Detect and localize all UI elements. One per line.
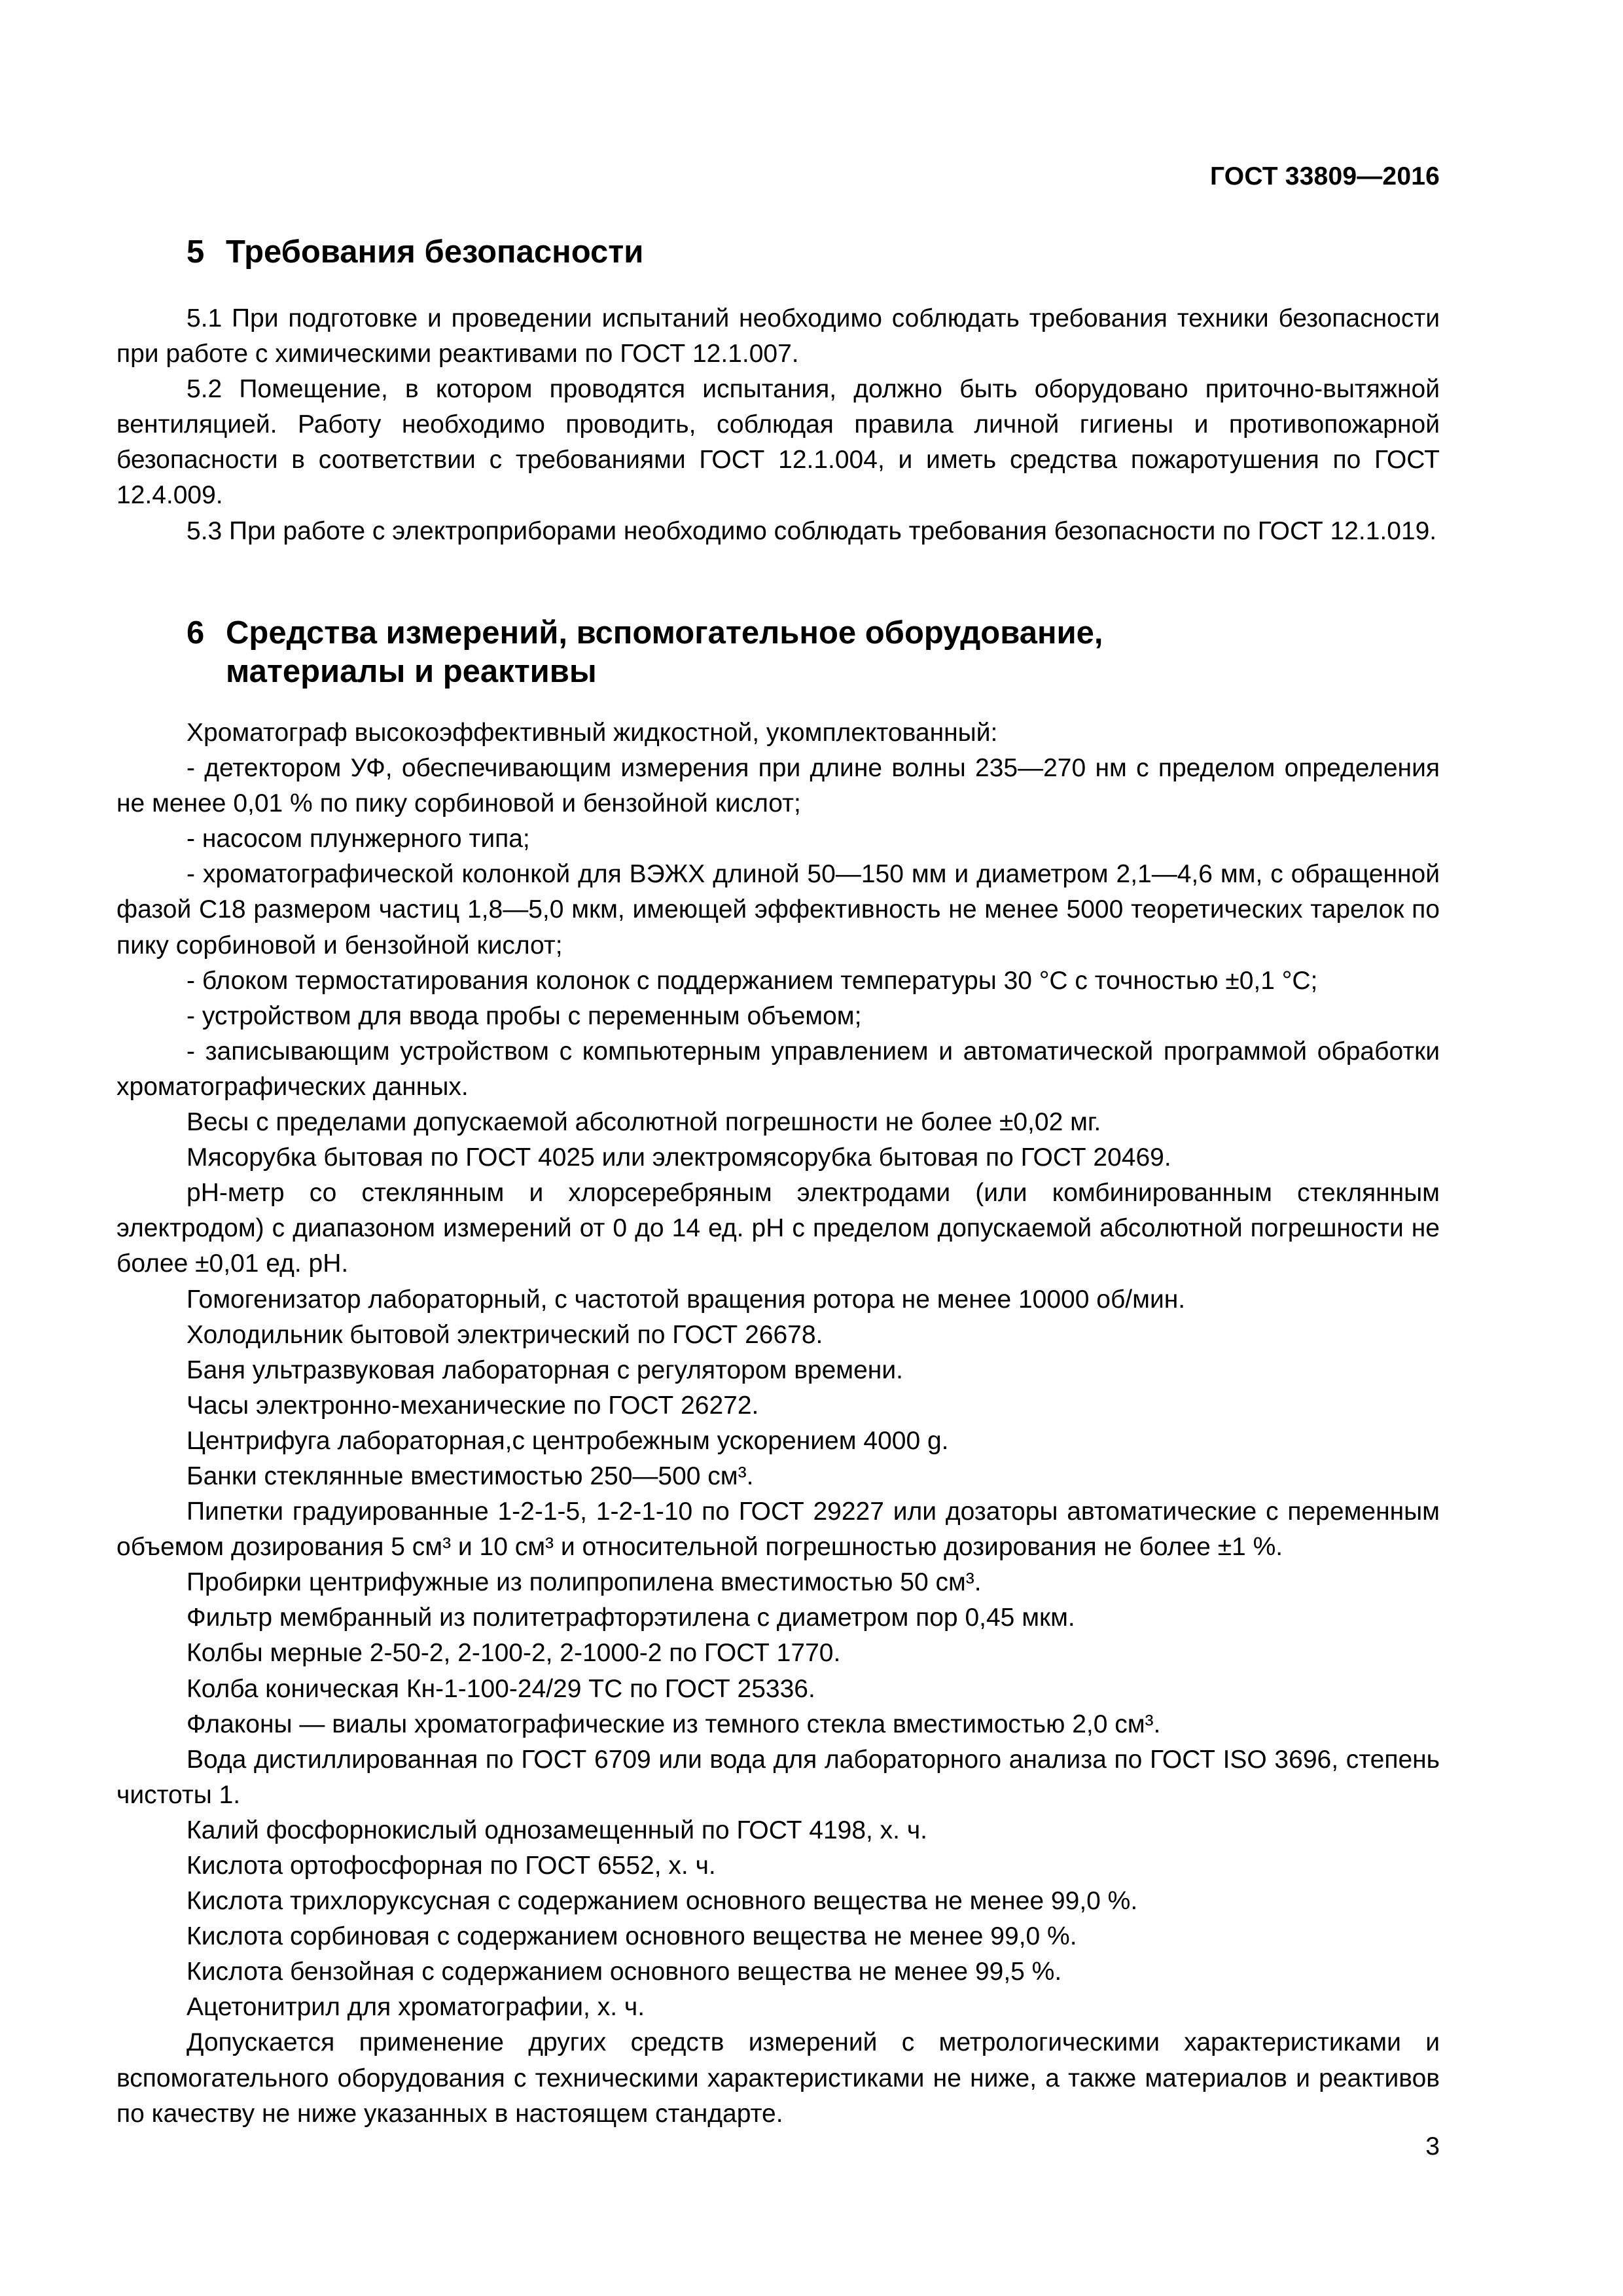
list-item: - записывающим устройством с компьютерным управлением и автоматической программой обработки хроматографических данных. <box>116 1037 1440 1101</box>
paragraph: Пробирки центрифужные из полипропилена вместимостью 50 см³. <box>187 1568 982 1597</box>
document-code: ГОСТ 33809—2016 <box>1210 162 1440 190</box>
paragraph: pH-метр со стеклянным и хлорсеребряным электродами (или комбинированным стеклянным электродом) с диапазоном измерений от 0 до 14 ед. pH с пределом допускаемой абсолютной погрешности не более ±0,01 ед. pH. <box>116 1179 1440 1278</box>
paragraph: Часы электронно-механические по ГОСТ 26272. <box>187 1391 759 1420</box>
list-item: - детектором УФ, обеспечивающим измерения при длине волны 235—270 нм с пределом определения не менее 0,01 % по пику сорбиновой и бензойной кислот; <box>116 754 1440 818</box>
paragraph: Кислота трихлоруксусная с содержанием основного вещества не менее 99,0 %. <box>187 1887 1138 1916</box>
paragraph: 5.2 Помещение, в котором проводятся испытания, должно быть оборудовано приточно-вытяжной вентиляцией. Работу необходимо проводить, соблюдая правила личной гигиены и противопожарной безопасности в соответствии с требованиями ГОСТ 12.1.004, и иметь средства пожаротушения по ГОСТ 12.4.009. <box>116 375 1440 510</box>
section-number: 6 <box>187 615 205 651</box>
section-number: 5 <box>187 234 205 270</box>
paragraph: Фильтр мембранный из политетрафторэтилена с диаметром пор 0,45 мкм. <box>187 1604 1075 1632</box>
paragraph: Хроматограф высокоэффективный жидкостной, укомплектованный: <box>187 719 998 747</box>
section-6-body <box>116 715 1440 2132</box>
paragraph: Центрифуга лабораторная,с центробежным ускорением 4000 g. <box>187 1426 949 1455</box>
paragraph: Мясорубка бытовая по ГОСТ 4025 или электромясорубка бытовая по ГОСТ 20469. <box>187 1143 1171 1172</box>
paragraph: Кислота бензойная с содержанием основного вещества не менее 99,5 %. <box>187 1958 1062 1986</box>
paragraph: Вода дистиллированная по ГОСТ 6709 или вода для лабораторного анализа по ГОСТ ISO 3696, степень чистоты 1. <box>116 1745 1440 1809</box>
paragraph: Холодильник бытовой электрический по ГОСТ 26678. <box>187 1320 823 1349</box>
paragraph: Кислота сорбиновая с содержанием основного вещества не менее 99,0 %. <box>187 1922 1077 1951</box>
paragraph: Гомогенизатор лабораторный, с частотой вращения ротора не менее 10000 об/мин. <box>187 1285 1186 1314</box>
section-title-line-2: материалы и реактивы <box>226 654 597 689</box>
paragraph: 5.3 При работе с электроприборами необходимо соблюдать требования безопасности по ГОСТ 12.1.019. <box>187 516 1437 545</box>
section-title: Требования безопасности <box>226 234 644 270</box>
paragraph: Колбы мерные 2-50-2, 2-100-2, 2-1000-2 по ГОСТ 1770. <box>187 1639 841 1668</box>
list-item: - блоком термостатирования колонок с поддержанием температуры 30 °C с точностью ±0,1 °C; <box>187 966 1318 995</box>
section-6-heading <box>187 614 1103 691</box>
list-item: - насосом плунжерного типа; <box>187 825 530 853</box>
paragraph: Банки стеклянные вместимостью 250—500 см³. <box>187 1462 754 1490</box>
paragraph: 5.1 При подготовке и проведении испытаний необходимо соблюдать требования техники безопасности при работе с химическими реактивами по ГОСТ 12.1.007. <box>116 304 1440 368</box>
section-title-line-1: Средства измерений, вспомогательное оборудование, <box>226 615 1103 651</box>
page-number: 3 <box>1425 2132 1440 2161</box>
paragraph: Колба коническая Кн-1-100-24/29 ТС по ГОСТ 25336. <box>187 1674 815 1703</box>
section-5-heading <box>187 233 643 272</box>
list-item: - устройством для ввода пробы с переменным объемом; <box>187 1001 862 1030</box>
list-item: - хроматографической колонкой для ВЭЖХ длиной 50—150 мм и диаметром 2,1—4,6 мм, с обращенной фазой С18 размером частиц 1,8—5,0 мкм, имеющей эффективность не менее 5000 теоретических тарелок по пику сорбиновой и бензойной кислот; <box>116 860 1440 960</box>
paragraph: Пипетки градуированные 1-2-1-5, 1-2-1-10 по ГОСТ 29227 или дозаторы автоматические с переменным объемом дозирования 5 см³ и 10 см³ и относительной погрешностью дозирования не более ±1 %. <box>116 1498 1440 1562</box>
paragraph: Кислота ортофосфорная по ГОСТ 6552, х. ч. <box>187 1852 716 1880</box>
section-5-body <box>116 301 1440 549</box>
paragraph: Ацетонитрил для хроматографии, х. ч. <box>187 1993 645 2022</box>
paragraph: Баня ультразвуковая лабораторная с регулятором времени. <box>187 1355 903 1384</box>
paragraph: Калий фосфорнокислый однозамещенный по ГОСТ 4198, х. ч. <box>187 1816 928 1844</box>
paragraph: Флаконы — виалы хроматографические из темного стекла вместимостью 2,0 см³. <box>187 1710 1161 1738</box>
paragraph: Весы с пределами допускаемой абсолютной погрешности не более ±0,02 мг. <box>187 1108 1101 1137</box>
paragraph: Допускается применение других средств измерений с метрологическими характеристиками и вспомогательного оборудования с техническими характеристиками не ниже, а также материалов и реактивов по качеству не ниже указанных в настоящем стандарте. <box>116 2028 1440 2128</box>
